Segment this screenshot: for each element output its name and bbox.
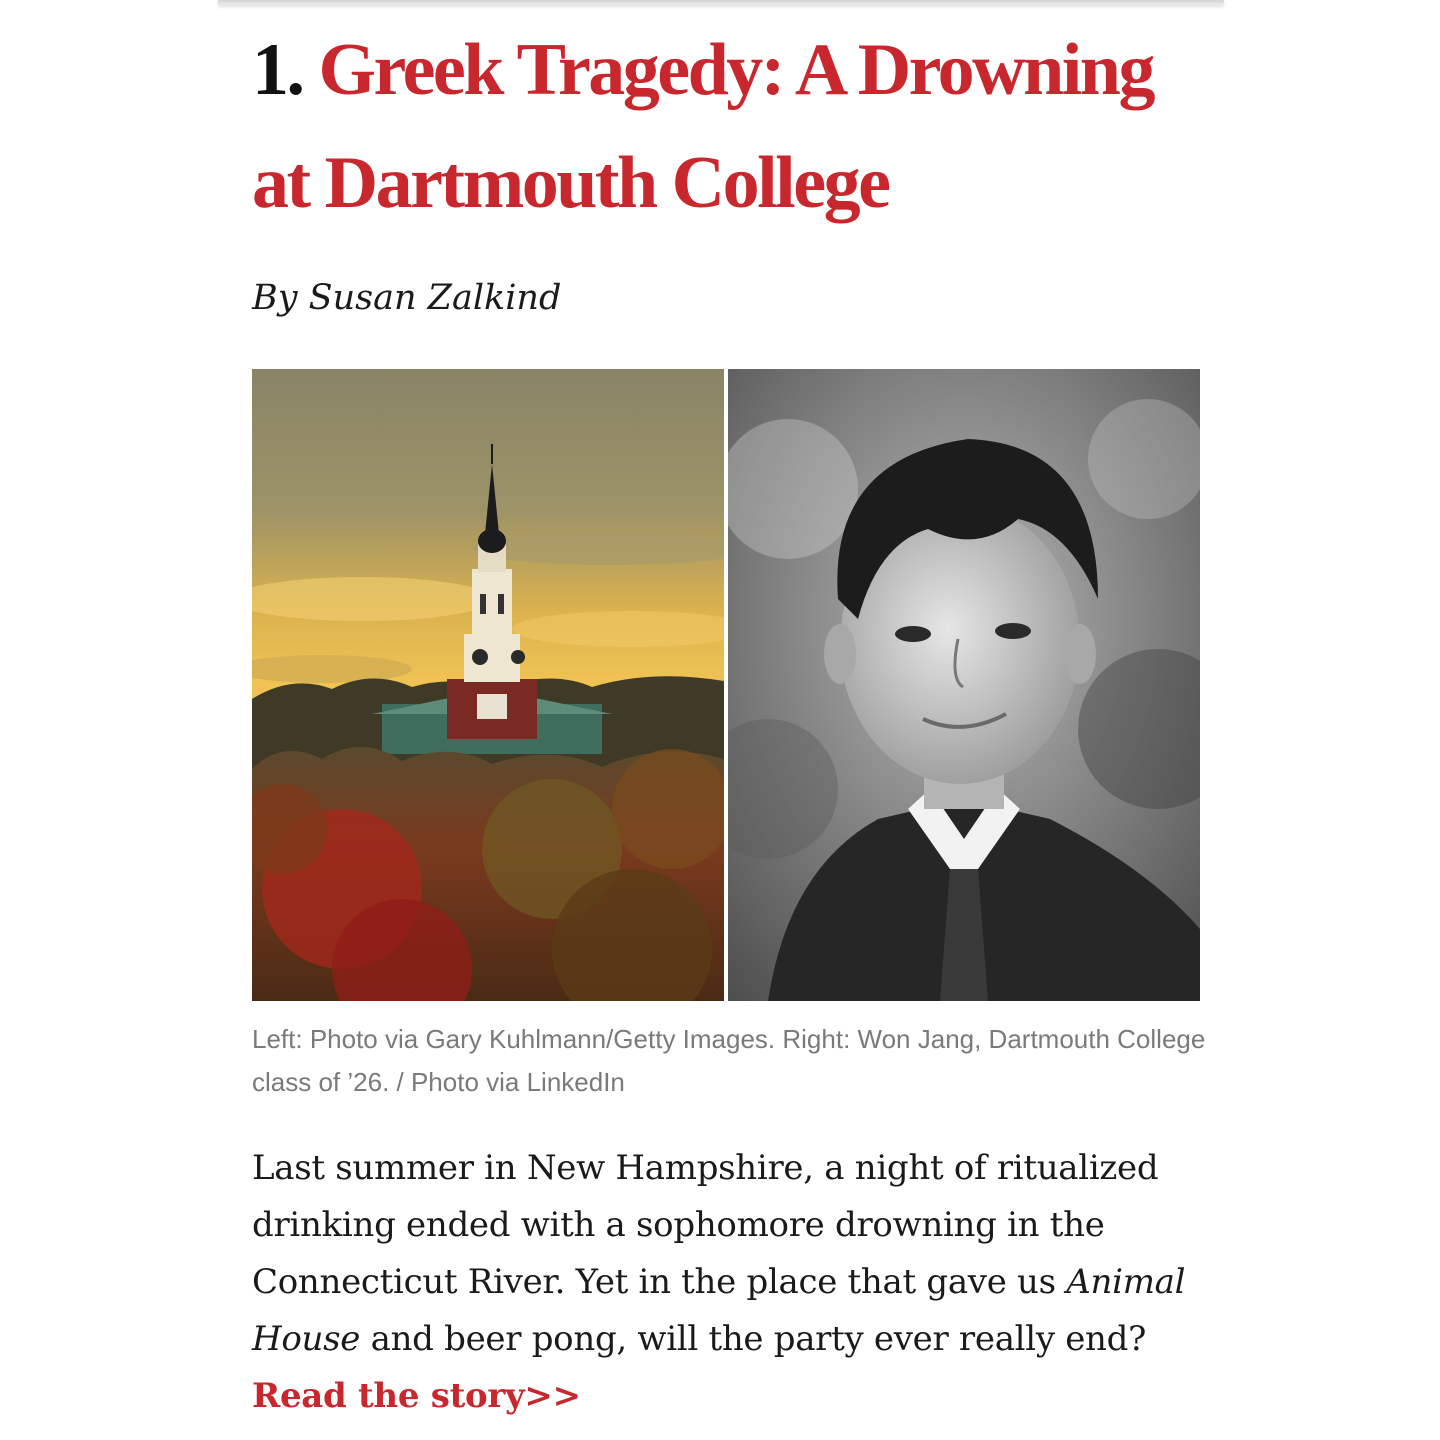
photo-dartmouth-tower bbox=[252, 369, 724, 1001]
summary-text-1: Last summer in New Hampshire, a night of ritualized drinking ended with a sophomore drowning in the Connecticut River. Yet in the place that gave us bbox=[252, 1148, 1159, 1302]
article-summary bbox=[252, 1140, 1202, 1425]
photo-pair bbox=[252, 369, 1200, 1001]
photo-portrait bbox=[728, 369, 1200, 1001]
article-number: 1. bbox=[252, 29, 303, 111]
tower-illustration bbox=[252, 369, 724, 1001]
portrait-illustration bbox=[728, 369, 1200, 1001]
summary-italic-title: Animal House bbox=[252, 1262, 1186, 1359]
top-divider bbox=[218, 0, 1224, 5]
summary-text-2: and beer pong, will the party ever really end? bbox=[360, 1319, 1147, 1359]
article-headline[interactable] bbox=[252, 14, 1212, 240]
article-title[interactable]: Greek Tragedy: A Drowning at Dartmouth College bbox=[252, 29, 1153, 224]
read-story-link[interactable]: Read the story>> bbox=[252, 1376, 581, 1416]
byline: By Susan Zalkind bbox=[252, 278, 562, 318]
photo-caption: Left: Photo via Gary Kuhlmann/Getty Images. Right: Won Jang, Dartmouth College class of ’26. / Photo via LinkedIn bbox=[252, 1024, 1206, 1097]
